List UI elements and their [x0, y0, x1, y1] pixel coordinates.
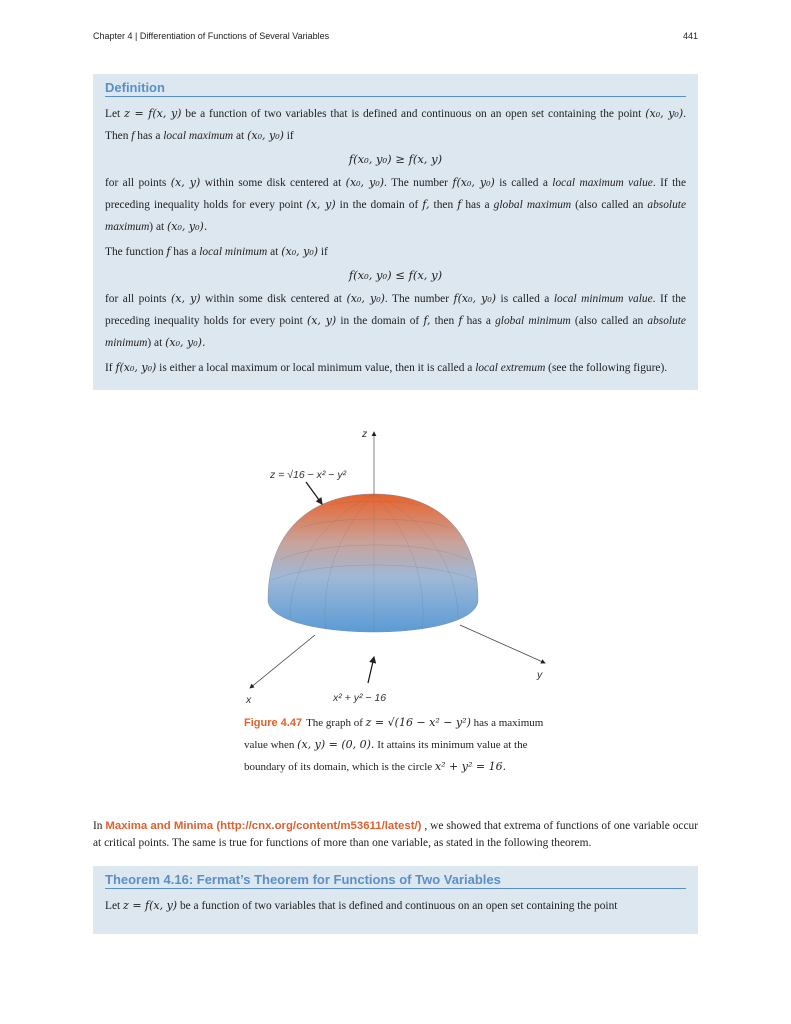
definition-box: [93, 74, 698, 390]
inequality-min: f(x₀, y₀) ≤ f(x, y): [348, 268, 443, 282]
hemisphere-surface: [268, 494, 478, 632]
boundary-equation-label: x² + y² − 16: [333, 692, 387, 704]
figure-caption: Figure 4.47 The graph of z = √(16 − x² − y²) has a maximum value when (x, y) = (0, 0). It attains its minimum value at the boundary of its domain, which is the circle x² + y² = 16.: [244, 716, 544, 773]
maxima-minima-link[interactable]: Maxima and Minima (http://cnx.org/content/m53611/latest/): [105, 820, 422, 832]
definition-paragraph-5: If f(x₀, y₀) is either a local maximum or local minimum value, then it is called a local extremum (see the following figure).: [105, 361, 668, 374]
theorem-title: Theorem 4.16: Fermat’s Theorem for Functions of Two Variables: [105, 872, 686, 889]
term-local-minimum-value: local minimum value: [553, 293, 653, 305]
hemisphere-figure: [240, 420, 570, 705]
term-local-maximum-value: local maximum value: [552, 177, 653, 189]
definition-paragraph-3: The function f has a local minimum at (x₀, y₀) if: [105, 245, 328, 258]
boundary-pointer-arrow: [368, 657, 374, 683]
term-local-maximum: local maximum: [163, 130, 234, 142]
term-global-maximum: global maximum: [493, 199, 572, 211]
definition-paragraph-4: for all points (x, y) within some disk centered at (x₀, y₀). The number f(x₀, y₀) is called a local minimum value. If the preceding inequality holds for every point (x, y) in the domain of f, then f has a global minimum (also called an absolute minimum) at (x₀, y₀).: [105, 292, 686, 349]
running-head: [93, 31, 698, 45]
page-number: 441: [682, 31, 698, 41]
x-axis-label: x: [246, 694, 252, 705]
term-absolute-minimum: absolute minimum: [105, 315, 686, 349]
y-axis-label: y: [537, 669, 543, 681]
chapter-title: Chapter 4 | Differentiation of Functions of Several Variables: [93, 31, 330, 41]
term-local-minimum: local minimum: [199, 246, 268, 258]
theorem-box: [93, 866, 698, 934]
term-absolute-maximum: absolute maximum: [105, 199, 687, 233]
y-axis: [460, 625, 545, 663]
figure-number: Figure 4.47: [244, 717, 303, 729]
definition-paragraph-1: Let z = f(x, y) be a function of two variables that is defined and continuous on an open set containing the point (x₀, y₀). Then f has a local maximum at (x₀, y₀) if: [105, 107, 686, 142]
body-paragraph: In Maxima and Minima (http://cnx.org/content/m53611/latest/) , we showed that extrema of functions of one variable occur at critical points. The same is true for functions of more than one variable, as stated in the following theorem.: [93, 820, 698, 849]
surface-pointer-arrow: [306, 482, 322, 504]
definition-paragraph-2: for all points (x, y) within some disk centered at (x₀, y₀). The number f(x₀, y₀) is called a local maximum value. If the preceding inequality holds for every point (x, y) in the domain of f, then f has a global maximum (also called an absolute maximum) at (x₀, y₀).: [105, 176, 687, 233]
z-axis-label: z: [362, 428, 368, 440]
term-local-extremum: local extremum: [475, 362, 546, 374]
term-global-minimum: global minimum: [495, 315, 571, 327]
definition-title: Definition: [105, 80, 686, 97]
inequality-max: f(x₀, y₀) ≥ f(x, y): [348, 152, 443, 166]
surface-equation-label: z = √16 − x² − y²: [270, 469, 347, 481]
theorem-paragraph: Let z = f(x, y) be a function of two variables that is defined and continuous on an open set containing the point: [105, 899, 618, 912]
x-axis: [250, 635, 315, 688]
